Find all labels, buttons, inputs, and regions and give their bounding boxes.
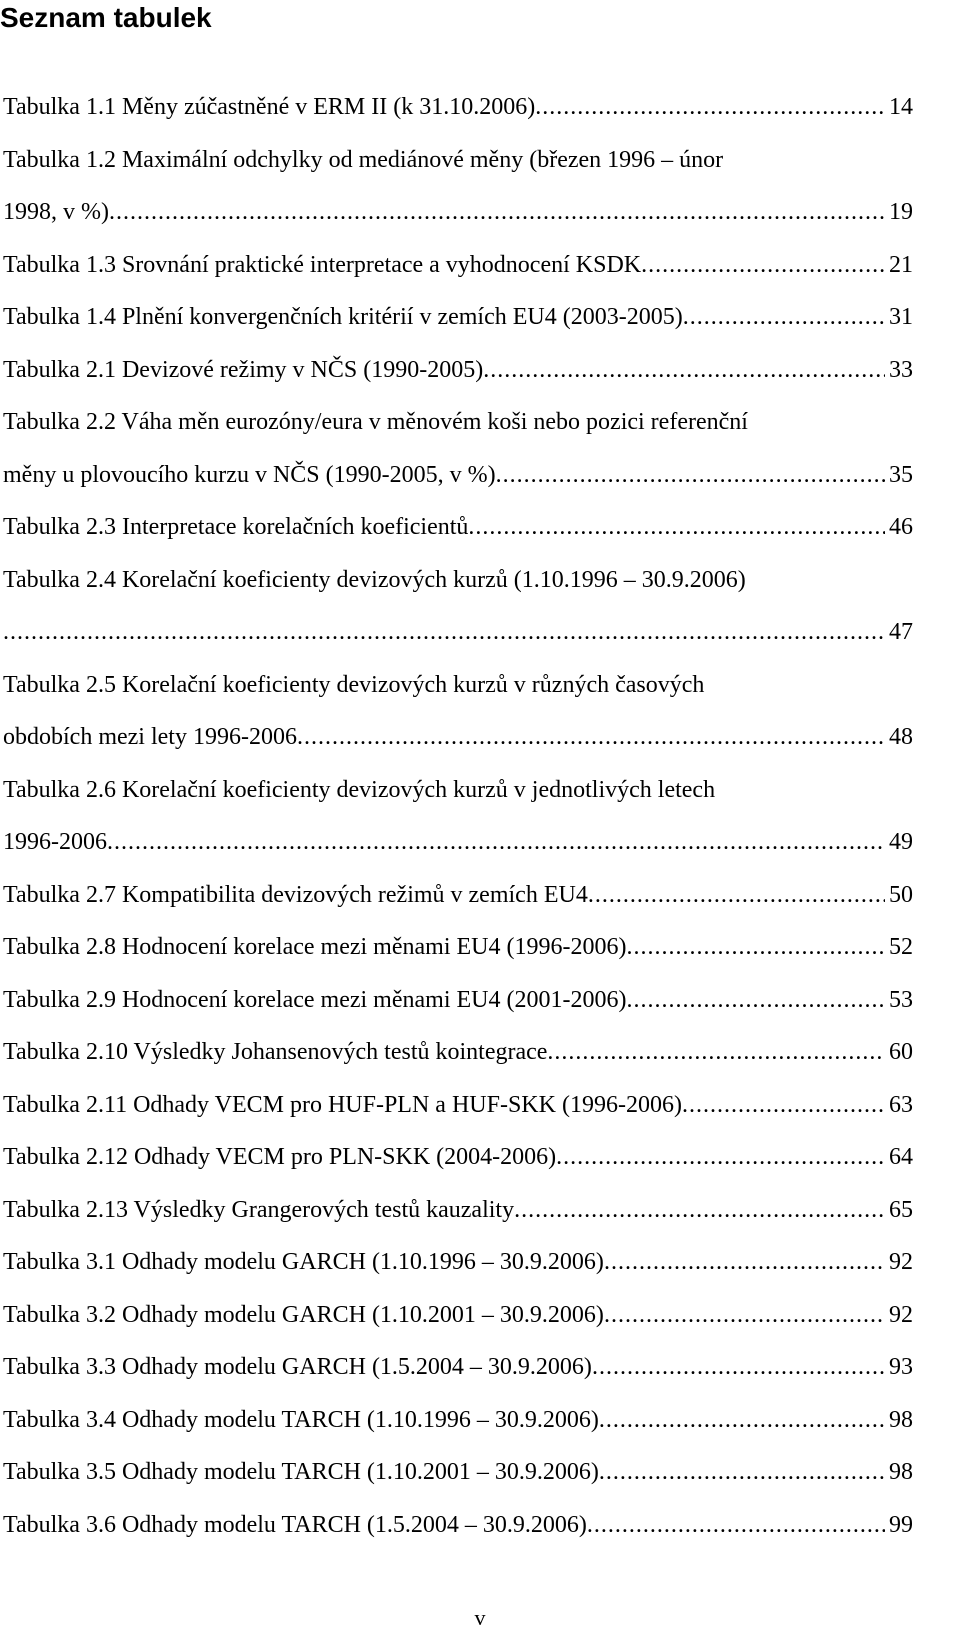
dot-leader [297, 711, 885, 764]
toc-entry-page: 48 [889, 724, 913, 750]
toc-entry-page: 65 [889, 1196, 913, 1223]
toc-entry-text: Tabulka 1.1 Měny zúčastněné v ERM II (k 31.10.2006) [3, 94, 536, 120]
dot-leader [604, 1289, 885, 1342]
toc-entry[interactable] [3, 1236, 913, 1289]
toc-entry-text: 1998, v %) [3, 199, 109, 225]
toc-entry-page: 46 [889, 514, 913, 540]
dot-leader [599, 1446, 885, 1499]
dot-leader [556, 1131, 885, 1184]
toc-entry-text: 1996-2006 [3, 829, 107, 855]
toc-entry-text: Tabulka 1.4 Plnění konvergenčních kritérií v zemích EU4 (2003-2005) [3, 304, 683, 330]
toc-entry-text: Tabulka 1.3 Srovnání praktické interpretace a vyhodnocení KSDK [3, 251, 642, 278]
toc-entry-page: 21 [889, 251, 913, 278]
dot-leader [626, 974, 885, 1027]
toc-entry-text: Tabulka 2.4 Korelační koeficienty devizových kurzů (1.10.1996 – 30.9.2006) [3, 566, 746, 593]
toc-entry[interactable] [3, 186, 913, 239]
dot-leader [587, 1499, 885, 1552]
toc-entry[interactable] [3, 1446, 913, 1499]
toc-entry[interactable] [3, 554, 913, 607]
toc-entry-page: 63 [889, 1091, 913, 1118]
toc-entry-text: Tabulka 2.8 Hodnocení korelace mezi měnami EU4 (1996-2006) [3, 934, 627, 960]
toc-entry-text: Tabulka 3.2 Odhady modelu GARCH (1.10.2001 – 30.9.2006) [3, 1301, 604, 1328]
toc-entry-text: Tabulka 2.11 Odhady VECM pro HUF-PLN a HUF-SKK (1996-2006) [3, 1091, 682, 1118]
table-list [3, 81, 913, 1551]
toc-entry-text: Tabulka 1.2 Maximální odchylky od mediánové měny (březen 1996 – únor [3, 146, 724, 173]
toc-entry[interactable] [3, 974, 913, 1027]
page-number: v [474, 1605, 486, 1630]
dot-leader [107, 816, 885, 869]
toc-entry-page: 19 [889, 199, 913, 225]
dot-leader [682, 1079, 885, 1132]
toc-entry-text: Tabulka 2.6 Korelační koeficienty devizových kurzů v jednotlivých letech [3, 776, 716, 803]
toc-entry-page: 93 [889, 1354, 913, 1380]
dot-leader [547, 1026, 885, 1079]
toc-entry[interactable] [3, 659, 913, 712]
toc-entry-text: Tabulka 2.3 Interpretace korelačních koeficientů [3, 514, 469, 540]
toc-entry[interactable] [3, 239, 913, 292]
toc-entry-page: 98 [889, 1459, 913, 1485]
toc-entry[interactable] [3, 81, 913, 134]
toc-entry[interactable] [3, 606, 913, 659]
toc-entry-page: 35 [889, 461, 913, 488]
toc-entry-page: 92 [889, 1249, 913, 1275]
toc-entry[interactable] [3, 1289, 913, 1342]
toc-entry-text: Tabulka 2.13 Výsledky Grangerových testů kauzality [3, 1196, 515, 1223]
toc-entry-page: 92 [889, 1301, 913, 1328]
toc-entry-text: Tabulka 2.9 Hodnocení korelace mezi měnami EU4 (2001-2006) [3, 986, 627, 1013]
dot-leader [604, 1236, 885, 1289]
toc-entry-page: 33 [889, 356, 913, 383]
toc-entry[interactable] [3, 344, 913, 397]
dot-leader [3, 606, 885, 659]
toc-entry[interactable] [3, 764, 913, 817]
toc-entry[interactable] [3, 921, 913, 974]
toc-entry-text: Tabulka 2.2 Váha měn eurozóny/eura v měnovém koši nebo pozici referenční [3, 409, 748, 435]
toc-entry-text: Tabulka 3.1 Odhady modelu GARCH (1.10.1996 – 30.9.2006) [3, 1249, 604, 1275]
toc-entry[interactable] [3, 291, 913, 344]
toc-entry-page: 99 [889, 1511, 913, 1538]
dot-leader [626, 921, 885, 974]
toc-entry-page: 53 [889, 986, 913, 1013]
toc-entry[interactable] [3, 869, 913, 922]
dot-leader [641, 239, 885, 292]
toc-entry-page: 49 [889, 829, 913, 855]
toc-entry[interactable] [3, 1499, 913, 1552]
toc-entry-text: Tabulka 2.1 Devizové režimy v NČS (1990-2005) [3, 356, 484, 383]
dot-leader [109, 186, 885, 239]
toc-entry[interactable] [3, 816, 913, 869]
toc-entry[interactable] [3, 711, 913, 764]
toc-entry[interactable] [3, 134, 913, 187]
toc-entry-text: Tabulka 2.10 Výsledky Johansenových testů kointegrace [3, 1039, 548, 1065]
toc-entry-text: Tabulka 3.5 Odhady modelu TARCH (1.10.2001 – 30.9.2006) [3, 1459, 599, 1485]
toc-entry-page: 64 [889, 1144, 913, 1170]
toc-entry-page: 47 [889, 619, 913, 645]
toc-entry[interactable] [3, 449, 913, 502]
toc-entry[interactable] [3, 1341, 913, 1394]
dot-leader [588, 869, 885, 922]
toc-entry-text: Tabulka 3.6 Odhady modelu TARCH (1.5.2004 – 30.9.2006) [3, 1511, 587, 1538]
toc-entry-page: 98 [889, 1406, 913, 1433]
toc-entry-text: Tabulka 3.3 Odhady modelu GARCH (1.5.2004 – 30.9.2006) [3, 1354, 592, 1380]
toc-entry-text: Tabulka 2.7 Kompatibilita devizových režimů v zemích EU4 [3, 881, 588, 908]
toc-entry[interactable] [3, 1026, 913, 1079]
toc-entry-text: obdobích mezi lety 1996-2006 [3, 724, 297, 750]
dot-leader [683, 291, 885, 344]
toc-entry-page: 60 [889, 1039, 913, 1065]
toc-entry-text: Tabulka 2.5 Korelační koeficienty devizových kurzů v různých časových [3, 671, 705, 698]
toc-entry-text: Tabulka 2.12 Odhady VECM pro PLN-SKK (2004-2006) [3, 1144, 557, 1170]
toc-entry[interactable] [3, 501, 913, 554]
toc-entry-text: Tabulka 3.4 Odhady modelu TARCH (1.10.1996 – 30.9.2006) [3, 1406, 599, 1433]
toc-entry-text: měny u plovoucího kurzu v NČS (1990-2005, v %) [3, 461, 496, 488]
toc-entry[interactable] [3, 1394, 913, 1447]
dot-leader [535, 81, 885, 134]
toc-entry-page: 52 [889, 934, 913, 960]
dot-leader [599, 1394, 885, 1447]
toc-entry-page: 14 [889, 94, 913, 120]
dot-leader [514, 1184, 885, 1237]
toc-entry[interactable] [3, 1079, 913, 1132]
dot-leader [496, 449, 885, 502]
toc-entry-page: 50 [889, 881, 913, 908]
toc-entry[interactable] [3, 1184, 913, 1237]
toc-entry[interactable] [3, 1131, 913, 1184]
page-title: Seznam tabulek [0, 2, 212, 33]
dot-leader [468, 501, 885, 554]
toc-entry-page: 31 [889, 304, 913, 330]
toc-entry[interactable] [3, 396, 913, 449]
dot-leader [483, 344, 885, 397]
dot-leader [592, 1341, 885, 1394]
